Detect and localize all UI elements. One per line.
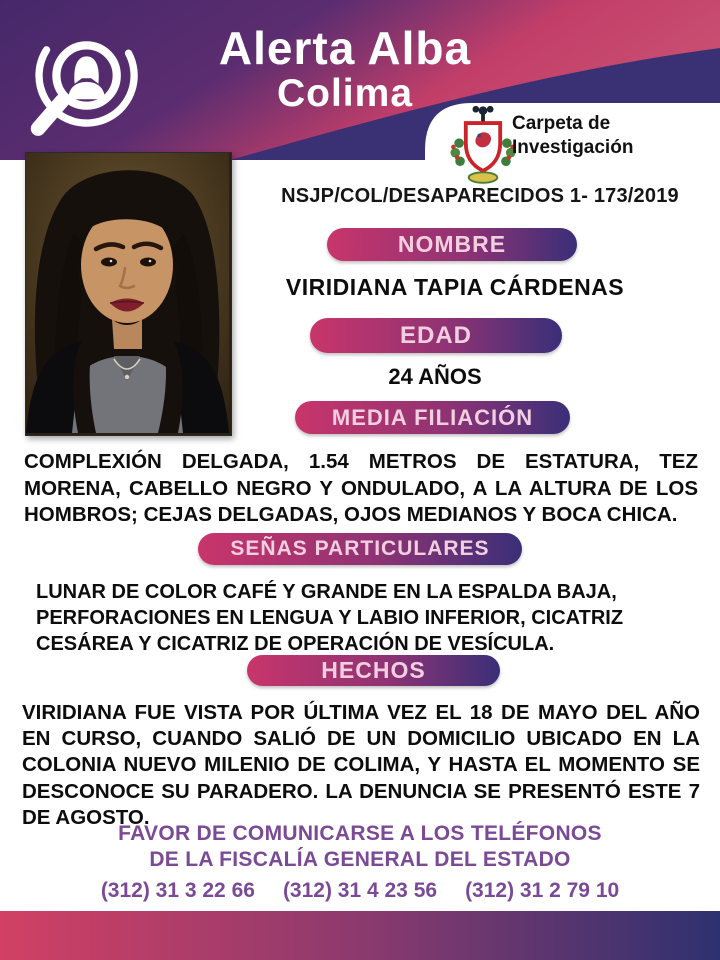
nombre-label: NOMBRE [397, 231, 507, 257]
magnifier-person-icon [18, 16, 146, 146]
case-number: NSJP/COL/DESAPARECIDOS 1- 173/2019 [281, 185, 679, 207]
media-filiacion-pill [295, 401, 570, 434]
phone-number: (312) 31 4 23 56 [282, 879, 438, 902]
nombre-value: VIRIDIANA TAPIA CÁRDENAS [285, 274, 625, 300]
bottom-gradient-bar [0, 911, 720, 960]
edad-label: EDAD [399, 321, 472, 349]
footer-contact-line1: FAVOR DE COMUNICARSE A LOS TELÉFONOS [118, 822, 602, 845]
carpeta-investigacion-label: Carpeta de Investigación [512, 113, 634, 158]
senas-particulares-pill [198, 533, 522, 565]
hechos-text: VIRIDIANA FUE VISTA POR ÚLTIMA VEZ EL 18 DE MAYO DEL AÑO EN CURSO, CUANDO SALIÓ DE UN DOMICILIO UBICADO EN LA COLONIA NUEVO MILENIO DE COLIMA, Y HASTA EL MOMENTO SE DESCONOCE SU PARADERO. LA DENUNCIA SE PRESENTÓ ESTE 7 DE AGOSTO. [22, 701, 700, 829]
edad-pill [310, 318, 562, 353]
senas-particulares-label: SEÑAS PARTICULARES [230, 537, 490, 560]
hechos-label: HECHOS [321, 657, 426, 683]
media-filiacion-label: MEDIA FILIACIÓN [331, 404, 534, 430]
footer-contact-line2: DE LA FISCALÍA GENERAL DEL ESTADO [149, 848, 571, 871]
hechos-pill [247, 655, 500, 686]
nombre-pill [327, 228, 577, 261]
subject-photo [25, 152, 232, 436]
phone-numbers-row [0, 879, 720, 903]
phone-number: (312) 31 3 22 66 [100, 879, 255, 902]
senas-particulares-text: LUNAR DE COLOR CAFÉ Y GRANDE EN LA ESPALDA BAJA, PERFORACIONES EN LENGUA Y LABIO INFERIOR, CICATRIZ CESÁREA Y CICATRIZ DE OPERACIÓN DE VESÍCULA. [36, 581, 624, 655]
title-alerta-alba: Alerta Alba [218, 22, 472, 74]
edad-value: 24 AÑOS [388, 364, 482, 389]
title-colima: Colima [276, 72, 414, 116]
phone-number: (312) 31 2 79 10 [465, 879, 620, 902]
media-filiacion-text: COMPLEXIÓN DELGADA, 1.54 METROS DE ESTATURA, TEZ MORENA, CABELLO NEGRO Y ONDULADO, A LA ALTURA DE LOS HOMBROS; CEJAS DELGADAS, OJOS MEDIANOS Y BOCA CHICA. [24, 450, 698, 527]
subject-portrait-illustration [26, 153, 229, 433]
